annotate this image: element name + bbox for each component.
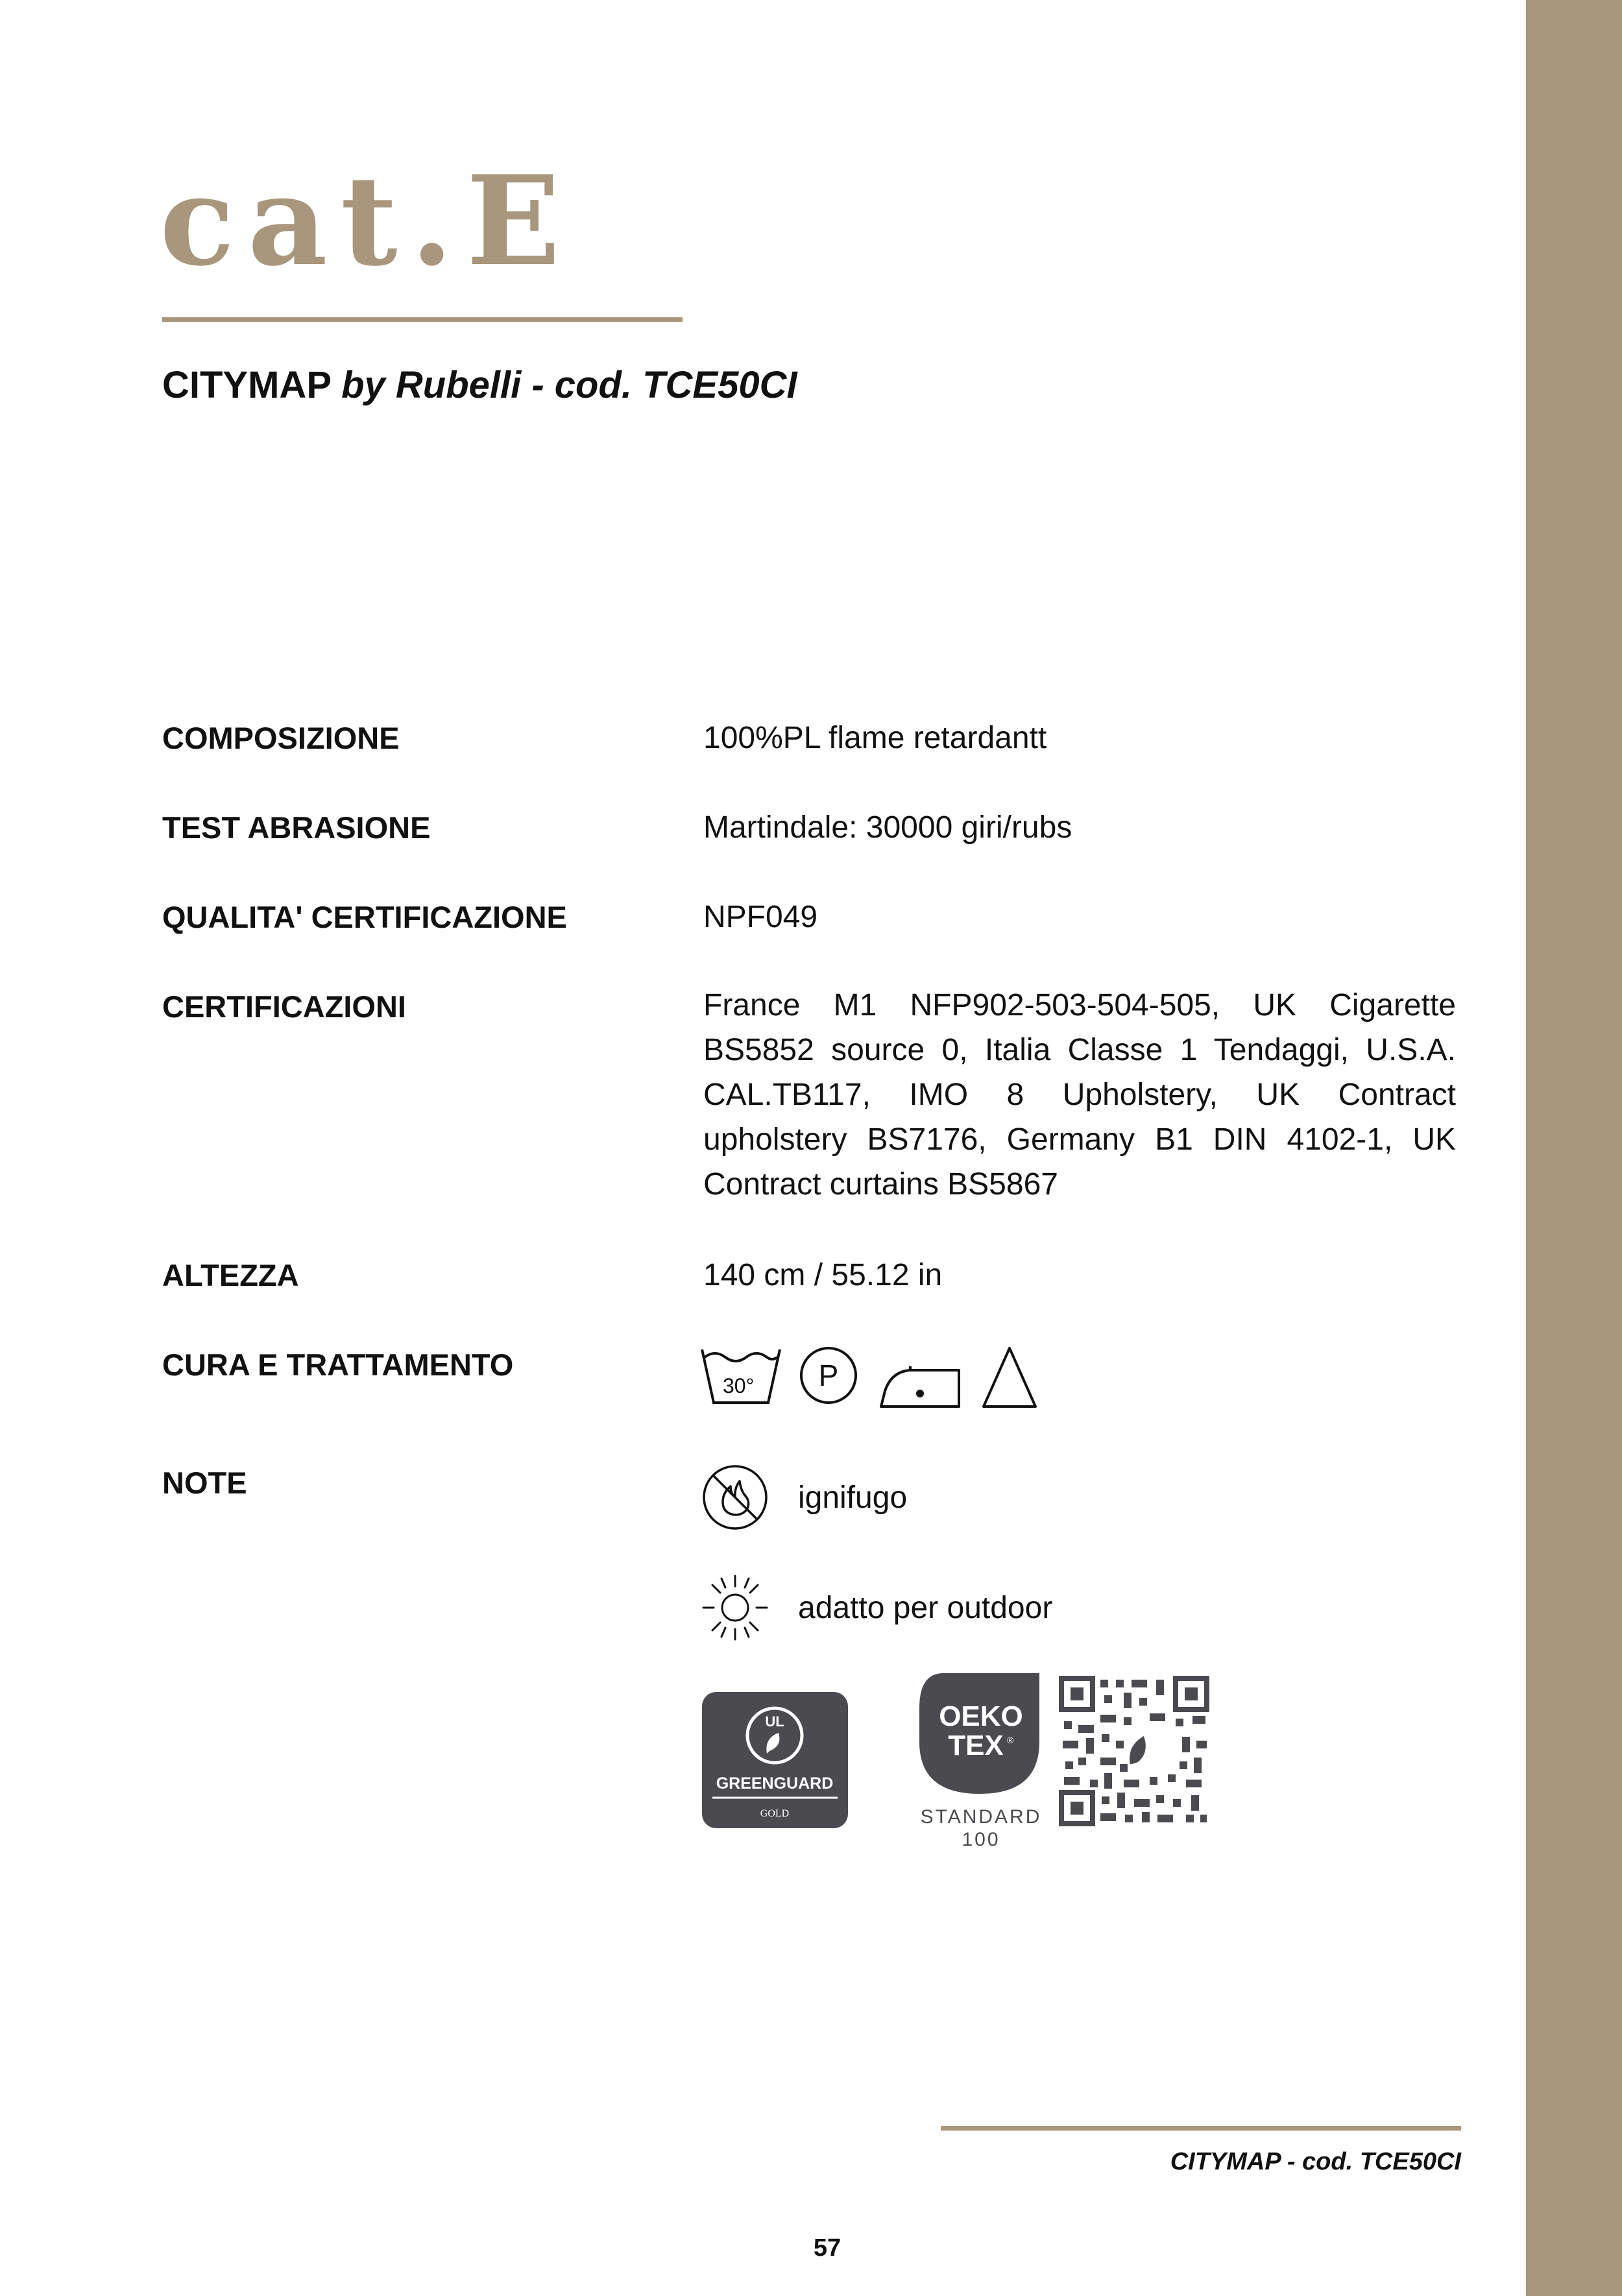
side-accent-bar <box>1526 0 1622 2296</box>
height-label: ALTEZZA <box>162 1258 299 1292</box>
svg-text:GOLD: GOLD <box>760 1808 790 1819</box>
product-by-line: by Rubelli - cod. TCE50CI <box>341 364 797 406</box>
certifications-value: France M1 NFP902-503-504-505, UK Cigarette BS5852 source 0, Italia Classe 1 Tendaggi, U.S.A. CAL.TB117, IMO 8 Upholstery, UK Contract upholstery BS7176, Germany B1 DIN 4102-1, UK Contract curtains BS5867 <box>703 988 1456 1202</box>
badges-svg <box>702 1671 1221 1865</box>
svg-text:STANDARD: STANDARD <box>920 1806 1042 1828</box>
height-value: 140 cm / 55.12 in <box>703 1258 943 1292</box>
svg-text:30°: 30° <box>723 1374 755 1397</box>
svg-text:OEKO: OEKO <box>939 1700 1023 1732</box>
certifications-label: CERTIFICAZIONI <box>162 989 406 1024</box>
category-title: cat.E <box>160 149 574 293</box>
care-icons <box>699 1343 1063 1414</box>
oeko-tex-logo <box>919 1673 1041 1850</box>
note-outdoor <box>701 1573 1052 1642</box>
product-name: CITYMAP <box>162 364 331 406</box>
abrasion-value: Martindale: 30000 giri/rubs <box>703 810 1072 845</box>
abrasion-label: TEST ABRASIONE <box>162 810 431 845</box>
composition-value: 100%PL flame retardantt <box>703 721 1047 755</box>
greenguard-gold-logo <box>702 1692 848 1828</box>
note-fire-text: ignifugo <box>798 1480 908 1515</box>
footer-divider <box>941 2126 1461 2131</box>
care-label: CURA E TRATTAMENTO <box>162 1347 514 1382</box>
wash-30-icon <box>702 1349 780 1403</box>
certification-badges <box>702 1671 1221 1868</box>
bleach-allowed-icon <box>984 1348 1035 1407</box>
sun-icon <box>701 1573 769 1642</box>
note-outdoor-text: adatto per outdoor <box>798 1590 1053 1625</box>
svg-text:P: P <box>818 1359 839 1392</box>
quality-cert-label: QUALITA' CERTIFICAZIONE <box>162 900 567 934</box>
svg-text:GREENGUARD: GREENGUARD <box>716 1774 834 1793</box>
product-subtitle <box>162 363 797 407</box>
dry-clean-p-icon <box>801 1348 856 1403</box>
title-divider <box>162 317 683 322</box>
composition-label: COMPOSIZIONE <box>162 721 400 755</box>
care-symbols <box>699 1343 1063 1414</box>
qr-code <box>1059 1676 1209 1826</box>
quality-cert-value: NPF049 <box>703 900 818 934</box>
fire-retardant-icon <box>701 1463 769 1532</box>
svg-text:TEX: TEX <box>948 1730 1004 1761</box>
iron-low-icon <box>881 1366 959 1407</box>
note-label: NOTE <box>162 1466 247 1500</box>
footer-product-code: CITYMAP - cod. TCE50CI <box>1170 2148 1461 2175</box>
note-fire-retardant <box>701 1463 907 1532</box>
svg-text:UL: UL <box>765 1713 784 1730</box>
page-number: 57 <box>813 2234 841 2262</box>
svg-text:®: ® <box>1007 1735 1014 1745</box>
svg-text:100: 100 <box>962 1829 1000 1850</box>
